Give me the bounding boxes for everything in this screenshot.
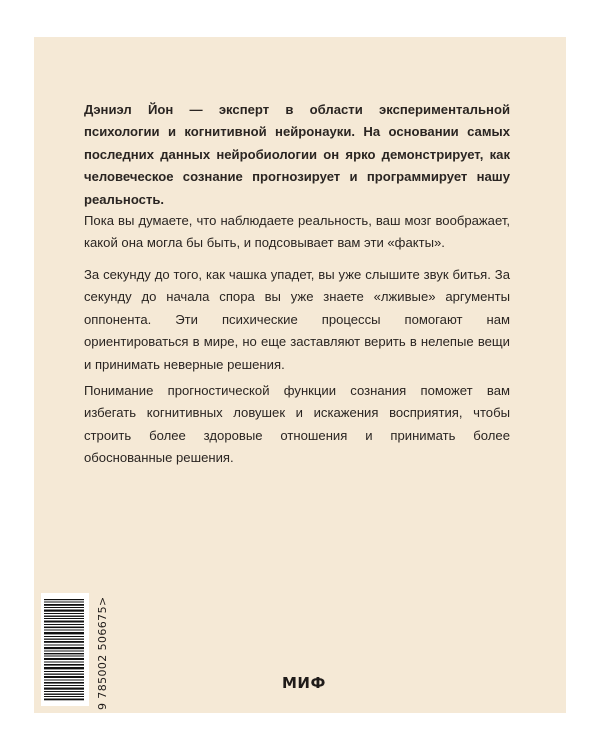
isbn-digits: [96, 596, 109, 710]
publisher-logo: МИФ: [282, 674, 326, 692]
author-description: Дэниэл Йон — эксперт в области экспериментальной психологии и когнитивной нейронауки. На основании самых последних данных нейробиологии он ярко демонстрирует, как человеческое сознание прогнозирует и программирует нашу реальность.: [84, 102, 510, 207]
blurb-paragraph-1: Пока вы думаете, что наблюдаете реальность, ваш мозг воображает, какой она могла бы быть, и подсовывает вам эти «факты».: [84, 213, 510, 251]
blurb-paragraph-3: Понимание прогностической функции сознания поможет вам избегать когнитивных ловушек и искажения восприятия, чтобы строить более здоровые отношения и принимать более обоснованные решения.: [84, 383, 510, 466]
isbn-end-mark: >: [96, 596, 109, 607]
isbn-digits-text: 9 785002 506675: [96, 606, 109, 710]
barcode-bars: [41, 593, 89, 706]
blurb-paragraph-2: За секунду до того, как чашка упадет, вы уже слышите звук битья. За секунду до начала спора вы уже знаете «лживые» аргументы оппонента. Эти психические процессы помогают нам ориентироваться в мире, но еще заставляют верить в нелепые вещи и принимать неверные решения.: [84, 267, 510, 372]
isbn-barcode: [41, 593, 89, 706]
